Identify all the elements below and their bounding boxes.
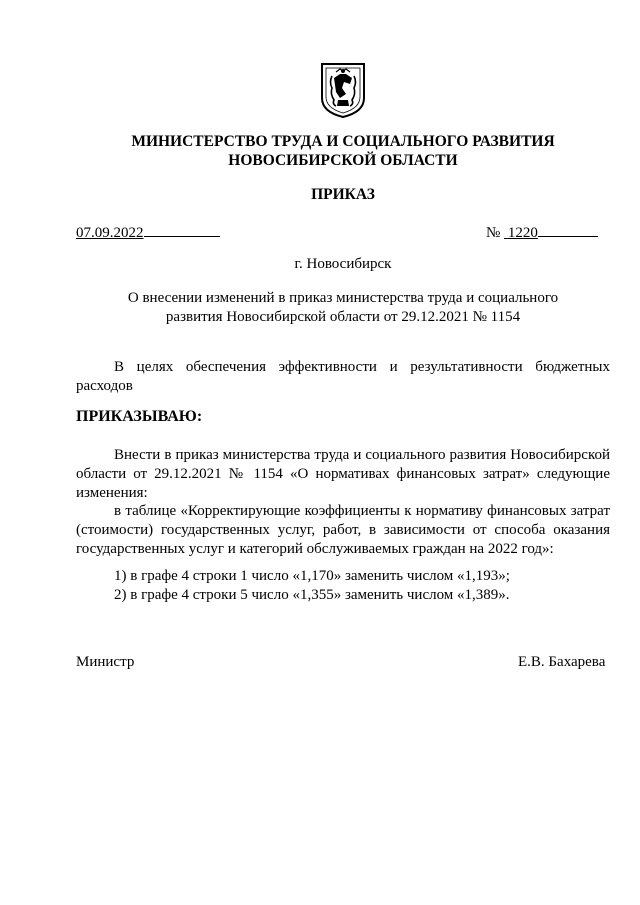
order-heading: ПРИКАЗЫВАЮ: bbox=[76, 408, 203, 425]
preamble-paragraph: В целях обеспечения эффективности и результативности бюджетных расходов bbox=[76, 359, 610, 394]
number-value bbox=[504, 225, 538, 241]
number-underline bbox=[538, 222, 598, 237]
document-date bbox=[76, 222, 220, 242]
table-reference-paragraph: в таблице «Корректирующие коэффициенты к нормативу финансовых затрат (стоимости) государственных услуг, работ, в зависимости от способа оказания государственных услуг и категорий обслуживаемых граждан на 2022 год»: bbox=[76, 503, 610, 557]
document-subject: О внесении изменений в приказ министерства труда и социального развития Новосибирской области от 29.12.2021 № 1154 bbox=[127, 290, 559, 325]
ministry-name-line1: МИНИСТЕРСТВО ТРУДА И СОЦИАЛЬНОГО РАЗВИТИЯ bbox=[131, 133, 555, 150]
document-number bbox=[486, 222, 598, 242]
document-city: г. Новосибирск bbox=[294, 256, 392, 272]
date-underline bbox=[144, 222, 220, 237]
date-value: 07.09.2022 bbox=[76, 225, 144, 241]
signer-position: Министр bbox=[76, 654, 135, 670]
document-type: ПРИКАЗ bbox=[311, 186, 375, 203]
ministry-name-line2: НОВОСИБИРСКОЙ ОБЛАСТИ bbox=[228, 152, 458, 169]
change-item-2: 2) в графе 4 строки 5 число «1,355» заменить числом «1,389». bbox=[114, 587, 510, 603]
change-item-1: 1) в графе 4 строки 1 число «1,170» заменить числом «1,193»; bbox=[114, 568, 510, 584]
signer-name: Е.В. Бахарева bbox=[518, 654, 606, 670]
intro-paragraph: Внести в приказ министерства труда и социального развития Новосибирской области от 29.12.2021 № 1154 «О нормативах финансовых затрат» следующие изменения: bbox=[76, 447, 610, 501]
coat-of-arms-icon bbox=[318, 62, 368, 118]
number-prefix: № bbox=[486, 225, 505, 241]
number-text: 1220 bbox=[507, 225, 538, 241]
